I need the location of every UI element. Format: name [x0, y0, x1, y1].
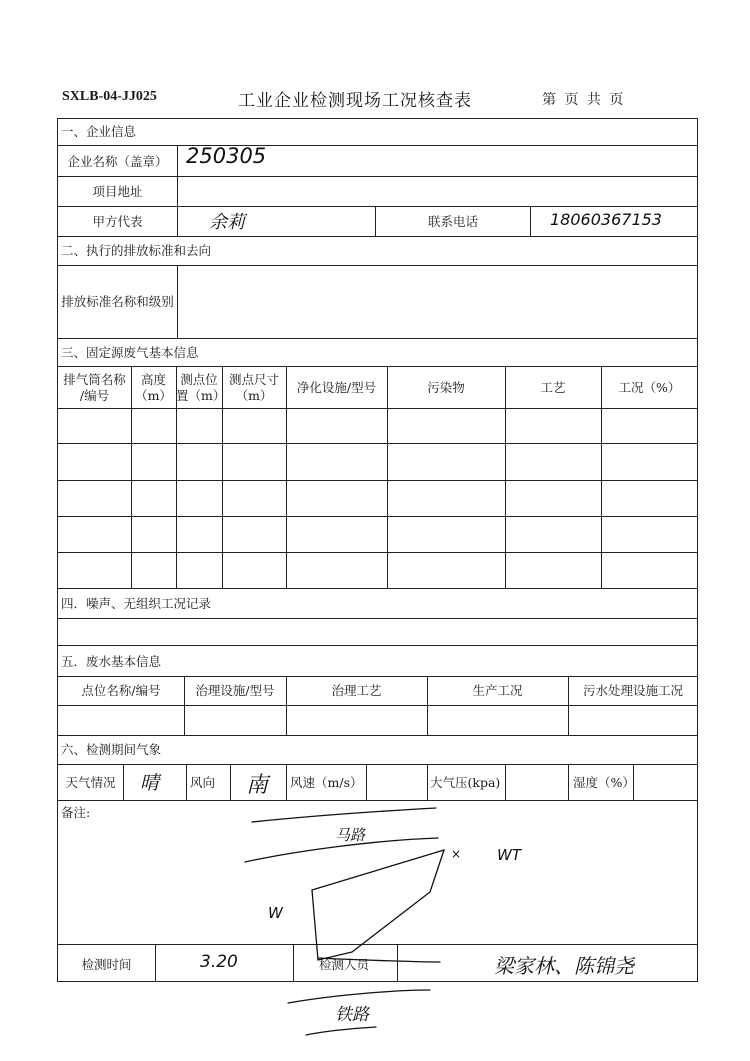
railway-underline	[306, 1027, 376, 1035]
railway-line-bottom	[288, 990, 430, 1003]
wastewater-col-header: 污水处理设施工况	[582, 683, 683, 698]
form-title: 工业企业检测现场工况核查表	[238, 91, 472, 111]
exhaust-col-header-line: 污染物	[427, 380, 465, 395]
exhaust-col-header-line: 工艺	[540, 380, 566, 395]
wind-speed-label: 风速（m/s）	[290, 775, 363, 790]
sketch-point-mark: ×	[451, 847, 462, 861]
weather-label: 天气情况	[65, 775, 116, 790]
phone-value[interactable]: 18060367153	[550, 210, 662, 229]
pressure-label: 大气压(kpa)	[430, 775, 501, 790]
section4-title: 四．噪声、无组织工况记录	[61, 596, 212, 611]
emission-standard-label: 排放标准名称和级别	[61, 294, 174, 309]
client-rep-label: 甲方代表	[92, 214, 143, 229]
client-rep-value[interactable]: 余莉	[209, 212, 245, 233]
road-line-top	[252, 808, 436, 822]
inspector-label: 检测人员	[319, 957, 370, 972]
section2-title: 二、执行的排放标准和去向	[61, 243, 212, 258]
sketch-mark-right: WT	[497, 846, 521, 864]
exhaust-col-header-line: /编号	[79, 388, 110, 403]
exhaust-col-header-line: 工况（%）	[618, 380, 681, 395]
inspector-value[interactable]: 梁家林、陈锦尧	[494, 954, 634, 978]
wind-direction-value[interactable]: 南	[246, 773, 269, 798]
railway-line-top	[318, 958, 440, 962]
phone-label: 联系电话	[427, 214, 478, 229]
test-time-value[interactable]: 3.20	[200, 952, 238, 972]
form-code: SXLB-04-JJ025	[62, 89, 157, 104]
wind-direction-label: 风向	[190, 775, 216, 790]
company-name-label: 企业名称（盖章）	[67, 154, 168, 169]
weather-value[interactable]: 晴	[140, 772, 160, 794]
exhaust-col-header-line: 排气筒名称	[63, 372, 126, 387]
project-address-label: 项目地址	[92, 184, 143, 199]
sketch-railway-label: 铁路	[335, 1005, 369, 1025]
exhaust-col-header-line: 置（m）	[176, 388, 226, 403]
exhaust-col-header-line: 测点尺寸	[228, 372, 279, 387]
section3-title: 三、固定源废气基本信息	[61, 345, 199, 360]
wastewater-col-header: 治理工艺	[331, 683, 382, 698]
exhaust-col-header-line: 高度	[140, 372, 166, 387]
section6-title: 六、检测期间气象	[61, 742, 162, 757]
exhaust-col-header-line: 净化设施/型号	[296, 380, 377, 395]
section5-title: 五．废水基本信息	[61, 654, 162, 669]
exhaust-col-header-line: 测点位	[180, 372, 218, 387]
wastewater-col-header: 生产工况	[472, 683, 523, 698]
test-time-label: 检测时间	[81, 957, 132, 972]
wastewater-col-header: 治理设施/型号	[195, 683, 275, 698]
remarks-label: 备注:	[61, 805, 91, 820]
page-info: 第 页 共 页	[542, 92, 624, 108]
exhaust-col-header-line: （m）	[135, 388, 172, 403]
section1-title: 一、企业信息	[61, 124, 137, 139]
company-name-value[interactable]: 250305	[186, 144, 267, 168]
humidity-label: 湿度（%）	[573, 775, 635, 790]
site-boundary	[312, 850, 444, 960]
exhaust-col-header-line: （m）	[235, 388, 273, 403]
sketch-road-top-label: 马路	[335, 826, 366, 844]
sketch-mark-left: W	[268, 904, 283, 922]
wastewater-col-header: 点位名称/编号	[81, 683, 161, 698]
